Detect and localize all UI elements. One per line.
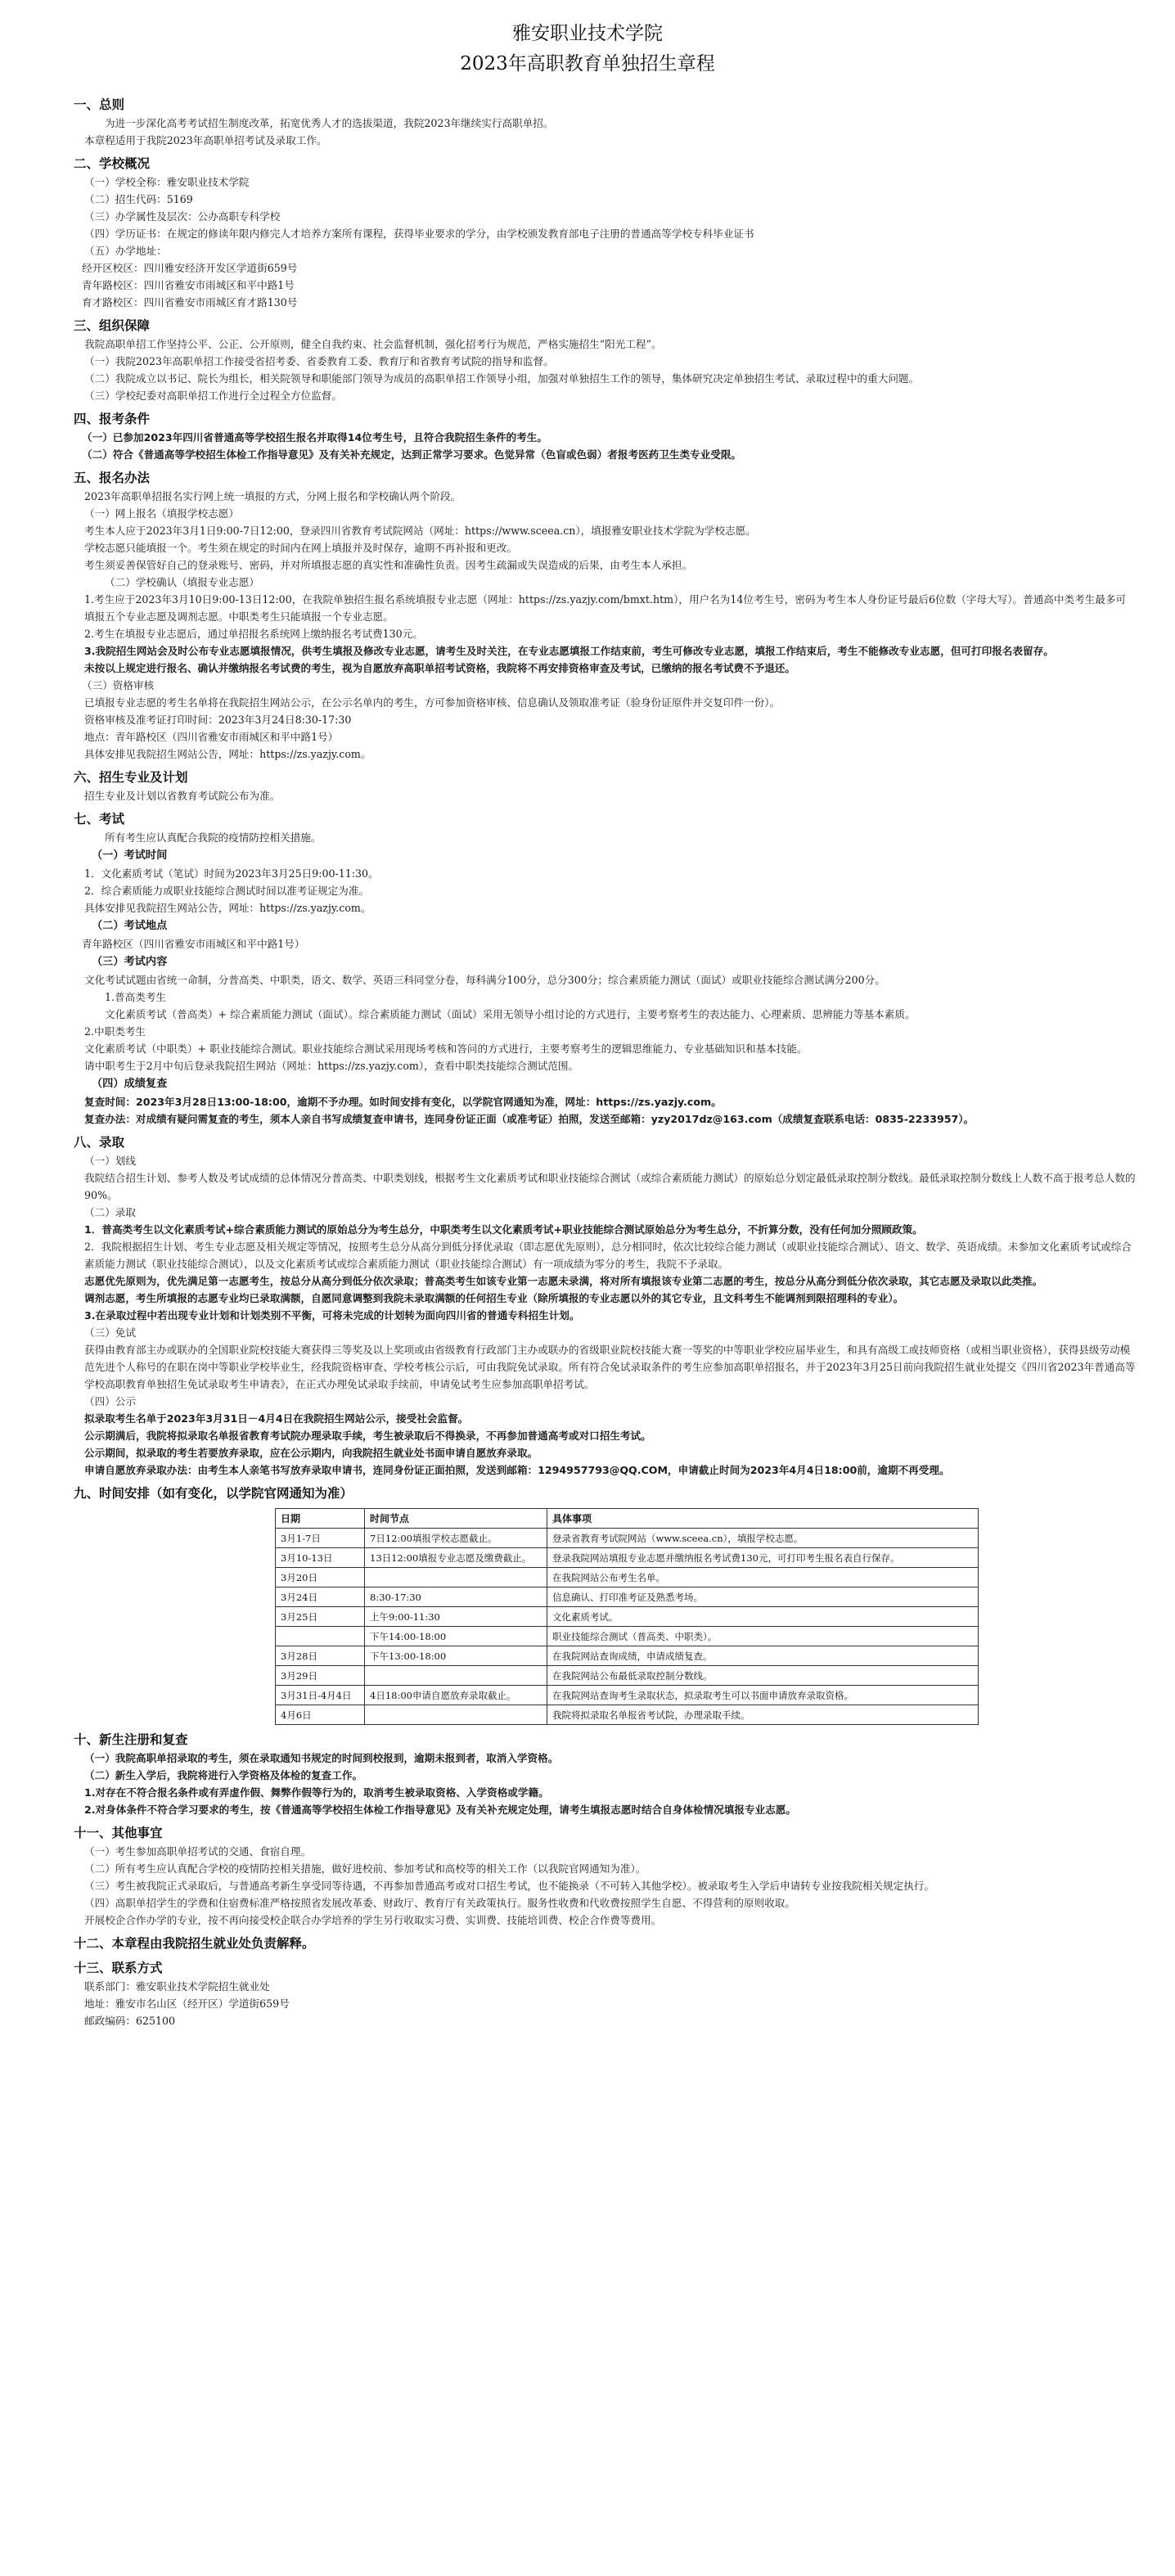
- schedule-cell: [276, 1627, 365, 1646]
- paragraph-line: （三）资格审核: [82, 679, 155, 691]
- schedule-row: [276, 1627, 979, 1646]
- schedule-cell: 8:30-17:30: [365, 1587, 547, 1607]
- schedule-cell: 3月10-13日: [276, 1548, 365, 1568]
- paragraph-line: 文化考试试题由省统一命制，分普高类、中职类，语文、数学、英语三科同堂分卷，每科满分100分，总分300分；综合素质能力测试（面试）或职业技能综合测试满分200分。: [84, 974, 885, 986]
- schedule-cell: 3月24日: [276, 1587, 365, 1607]
- schedule-cell: 文化素质考试。: [547, 1607, 979, 1627]
- paragraph-line: 本章程适用于我院2023年高职单招考试及录取工作。: [84, 134, 327, 146]
- paragraph-line: 我院结合招生计划、参考人数及考试成绩的总体情况分普高类、中职类划线，根据考生文化素质考试和职业技能综合测试（或综合素质能力测试）的原始总分划定最低录取控制分数线。最低录取控制分数线上人数不高于报考总人数的90%。: [84, 1172, 1136, 1201]
- schedule-cell: 在我院网站查询考生录取状态，拟录取考生可以书面申请放弃录取资格。: [547, 1686, 979, 1705]
- subsection-heading: （三）考试内容: [92, 956, 168, 968]
- schedule-cell: 4日18:00申请自愿放弃录取截止。: [365, 1686, 547, 1705]
- paragraph-line: 申请自愿放弃录取办法：由考生本人亲笔书写放弃录取申请书，连同身份证正面拍照，发送到邮箱：1294957793@QQ.COM，申请截止时间为2023年4月4日18:00前，逾期不再受理。: [84, 1464, 950, 1476]
- schedule-table: [275, 1508, 979, 1725]
- schedule-cell: 下午14:00-18:00: [365, 1627, 547, 1646]
- paragraph-line: 获得由教育部主办或联办的全国职业院校技能大赛获得三等奖及以上奖项或由省级教育行政部门主办或联办的省级职业院校技能大赛一等奖的中等职业学校应届毕业生，和具有高级工或技师资格（或相当职业资格），获得县级劳动模范先进个人称号的在职在岗中等职业学校毕业生，经我院资格审查、学校考核公示后，可由我院免试录取。所有符合免试录取条件的考生应参加高职单招报名，并于2023年3月25日前向我院招生就业处提交《四川省2023年普通高等学校高职教育单独招生免试录取考生申请表》，在正式办理免试录取手续前，申请免试考生应参加高职单招考试。: [84, 1344, 1136, 1390]
- schedule-cell: 在我院网站公布最低录取控制分数线。: [547, 1666, 979, 1686]
- paragraph-line: 青年路校区：四川省雅安市雨城区和平中路1号: [82, 279, 295, 291]
- sections-part-1: [39, 95, 1136, 1503]
- paragraph-line: （一）网上报名（填报学校志愿）: [84, 507, 239, 520]
- section-heading: 七、考试: [74, 812, 125, 826]
- paragraph-line: （四）高职单招学生的学费和住宿费标准严格按照省发展改革委、财政厅、教育厅有关政策执行。服务性收费和代收费按照学生自愿、不得营利的原则收取。: [84, 1897, 795, 1909]
- paragraph-line: 具体安排见我院招生网站公告，网址：https://zs.yazjy.com。: [84, 902, 371, 914]
- paragraph-line: 考生须妥善保管好自己的登录账号、密码，并对所填报志愿的真实性和准确性负责。因考生疏漏或失误造成的后果，由考生本人承担。: [84, 559, 693, 571]
- paragraph-line: 我院高职单招工作坚持公平、公正、公开原则，健全自我约束、社会监督机制，强化招考行为规范，严格实施招生“阳光工程”。: [84, 338, 662, 350]
- schedule-cell: [365, 1568, 547, 1587]
- paragraph-line: （二）录取: [84, 1206, 136, 1218]
- paragraph-line: （一）我院2023年高职单招工作接受省招考委、省委教育工委、教育厅和省教育考试院的指导和监督。: [84, 355, 554, 367]
- schedule-body: [276, 1529, 979, 1725]
- paragraph-line: 2.中职类考生: [84, 1025, 146, 1038]
- paragraph-line: 联系部门：雅安职业技术学院招生就业处: [84, 1980, 270, 1993]
- schedule-row: [276, 1568, 979, 1587]
- paragraph-line: 调剂志愿，考生所填报的志愿专业均已录取满额，自愿同意调整到我院未录取满额的任何招生专业（除所填报的专业志愿以外的其它专业，且文科考生不能调剂到限招理科的专业）。: [84, 1292, 904, 1304]
- paragraph-line: 所有考生应认真配合我院的疫情防控相关措施。: [105, 831, 322, 844]
- paragraph-line: 文化素质考试（中职类）+ 职业技能综合测试。职业技能综合测试采用现场考核和答问的方式进行，主要考察考生的逻辑思维能力、专业基础知识和基本技能。: [84, 1043, 808, 1055]
- document-subtitle: 2023年高职教育单独招生章程: [460, 53, 715, 74]
- schedule-cell: 在我院网站查询成绩，申请成绩复查。: [547, 1646, 979, 1666]
- paragraph-line: （三）学校纪委对高职单招工作进行全过程全方位监督。: [84, 390, 342, 402]
- schedule-cell: 3月20日: [276, 1568, 365, 1587]
- paragraph-line: 公示期间，拟录取的考生若要放弃录取，应在公示期内，向我院招生就业处书面申请自愿放弃录取。: [84, 1447, 538, 1459]
- paragraph-line: 3.在录取过程中若出现专业计划和计划类别不平衡，可将未完成的计划转为面向四川省的普通专科招生计划。: [84, 1309, 580, 1322]
- section-heading: 五、报名办法: [74, 471, 151, 485]
- schedule-row: [276, 1548, 979, 1568]
- schedule-cell: 在我院网站公布考生名单。: [547, 1568, 979, 1587]
- schedule-row: [276, 1705, 979, 1725]
- subsection-heading: （一）考试时间: [92, 849, 168, 862]
- schedule-cell: 3月31日-4月4日: [276, 1686, 365, 1705]
- schedule-cell: 职业技能综合测试（普高类、中职类）。: [547, 1627, 979, 1646]
- schedule-cell: [365, 1666, 547, 1686]
- schedule-cell: 登录省教育考试院网站（www.sceea.cn），填报学校志愿。: [547, 1529, 979, 1548]
- paragraph-line: 复查办法：对成绩有疑问需复查的考生，须本人亲自书写成绩复查申请书，连同身份证正面（或准考证）拍照，发送至邮箱：yzy2017dz@163.com（成绩复查联系电话：0835-2233957）。: [84, 1113, 975, 1125]
- paragraph-line: 2023年高职单招报名实行网上统一填报的方式，分网上报名和学校确认两个阶段。: [84, 490, 461, 502]
- schedule-header-cell: 时间节点: [365, 1509, 547, 1529]
- paragraph-line: （二）我院成立以书记、院长为组长，相关院领导和职能部门领导为成员的高职单招工作领导小组，加强对单独招生工作的领导，集体研究决定单独招生考试、录取过程中的重大问题。: [84, 372, 920, 385]
- paragraph-line: 志愿优先原则为，优先满足第一志愿考生，按总分从高分到低分依次录取；普高类考生如该专业第一志愿未录满，将对所有填报该专业第二志愿的考生，按总分从高分到低分依次录取，其它志愿及录取以此类推。: [84, 1275, 1043, 1287]
- schedule-cell: 3月29日: [276, 1666, 365, 1686]
- paragraph-line: 请中职考生于2月中旬后登录我院招生网站（网址：https://zs.yazjy.com），查看中职类技能综合测试范围。: [84, 1060, 579, 1072]
- schedule-row: [276, 1646, 979, 1666]
- schedule-cell: 7日12:00填报学校志愿截止。: [365, 1529, 547, 1548]
- schedule-header-cell: 日期: [276, 1509, 365, 1529]
- paragraph-line: （二）符合《普通高等学校招生体检工作指导意见》及有关补充规定，达到正常学习要求。色觉异常（色盲或色弱）者报考医药卫生类专业受限。: [82, 448, 741, 461]
- paragraph-line: 经开区校区：四川雅安经济开发区学道街659号: [82, 262, 298, 274]
- section-heading: 六、招生专业及计划: [74, 770, 188, 785]
- schedule-cell: [365, 1705, 547, 1725]
- schedule-header-row: [276, 1509, 979, 1529]
- paragraph-line: （三）考生被我院正式录取后，与普通高考新生享受同等待遇，不再参加普通高考或对口招生考试，也不能换录（不可转入其他学校）。被录取考生入学后申请转专业按我院相关规定执行。: [84, 1880, 934, 1892]
- paragraph-line: 地址：雅安市名山区（经开区）学道街659号: [84, 1997, 290, 2010]
- subsection-heading: （二）考试地点: [92, 920, 168, 932]
- schedule-cell: 信息确认、打印准考证及熟悉考场。: [547, 1587, 979, 1607]
- schedule-cell: 4月6日: [276, 1705, 365, 1725]
- schedule-row: [276, 1686, 979, 1705]
- paragraph-line: （二）新生入学后，我院将进行入学资格及体检的复查工作。: [84, 1769, 363, 1781]
- paragraph-line: （一）我院高职单招录取的考生，须在录取通知书规定的时间到校报到，逾期未报到者，取消入学资格。: [84, 1752, 559, 1764]
- schedule-row: [276, 1529, 979, 1548]
- paragraph-line: 3.我院招生网站会及时公布专业志愿填报情况，供考生填报及修改专业志愿，请考生及时关注，在专业志愿填报工作结束前，考生可修改专业志愿，填报工作结束后，考生不能修改专业志愿，但可打印报名表留存。: [84, 645, 1054, 657]
- paragraph-line: 学校志愿只能填报一个。考生须在规定的时间内在网上填报并及时保存，逾期不再补报和更改。: [84, 542, 517, 554]
- paragraph-line: （一）划线: [84, 1155, 136, 1167]
- paragraph-line: 2．综合素质能力或职业技能综合测试时间以准考证规定为准。: [84, 885, 370, 897]
- section-heading: 九、时间安排（如有变化，以学院官网通知为准）: [74, 1486, 353, 1501]
- paragraph-line: （三）办学属性及层次：公办高职专科学校: [84, 210, 281, 223]
- section-heading: 三、组织保障: [74, 318, 151, 333]
- paragraph-line: （四）公示: [84, 1395, 136, 1407]
- document: [39, 0, 1136, 2029]
- schedule-cell: 我院将拟录取名单报省考试院，办理录取手续。: [547, 1705, 979, 1725]
- paragraph-line: （四）学历证书：在规定的修读年限内修完人才培养方案所有课程，获得毕业要求的学分，由学校颁发教育部电子注册的普通高等学校专科毕业证书: [84, 227, 754, 240]
- schedule-cell: 3月25日: [276, 1607, 365, 1627]
- paragraph-line: （五）办学地址：: [84, 245, 167, 257]
- paragraph-line: （三）免试: [84, 1326, 136, 1339]
- paragraph-line: （一）考生参加高职单招考试的交通、食宿自理。: [84, 1845, 312, 1858]
- paragraph-line: 文化素质考试（普高类）+ 综合素质能力测试（面试）。综合素质能力测试（面试）采用无领导小组讨论的方式进行，主要考察考生的表达能力、心理素质、思辨能力等基本素质。: [105, 1008, 916, 1020]
- schedule-row: [276, 1607, 979, 1627]
- paragraph-line: （一）学校全称：雅安职业技术学院: [84, 176, 250, 188]
- schedule-row: [276, 1666, 979, 1686]
- paragraph-line: 青年路校区（四川省雅安市雨城区和平中路1号）: [82, 938, 305, 950]
- paragraph-line: 拟录取考生名单于2023年3月31日－4月4日在我院招生网站公示，接受社会监督。: [84, 1412, 469, 1425]
- paragraph-line: 招生专业及计划以省教育考试院公布为准。: [84, 790, 281, 802]
- paragraph-line: 1．文化素质考试（笔试）时间为2023年3月25日9:00-11:30。: [84, 867, 379, 880]
- section-heading: 十一、其他事宜: [74, 1826, 163, 1840]
- paragraph-line: 1.对存在不符合报名条件或有弄虚作假、舞弊作假等行为的，取消考生被录取资格、入学资格或学籍。: [84, 1786, 549, 1799]
- paragraph-line: 地点：青年路校区（四川省雅安市雨城区和平中路1号）: [84, 731, 339, 743]
- paragraph-line: 1.普高类考生: [105, 991, 166, 1003]
- paragraph-line: （二）招生代码：5169: [84, 193, 193, 205]
- paragraph-line: 1.考生应于2023年3月10日9:00-13日12:00，在我院单独招生报名系统填报专业志愿（网址：https://zs.yazjy.com/bmxt.htm），用户名为14位考生号，密码为考生本人身份证号最后6位数（字母大写）。普通高中类考生最多可填报五个专业志愿及调剂志愿。中职类考生只能填报一个专业志愿。: [84, 593, 1127, 623]
- paragraph-line: 公示期满后，我院将拟录取名单报省教育考试院办理录取手续，考生被录取后不得换录，不再参加普通高考或对口招生考试。: [84, 1430, 651, 1442]
- paragraph-line: （二）所有考生应认真配合学校的疫情防控相关措施，做好进校前、参加考试和高校等的相关工作（以我院官网通知为准）。: [84, 1862, 646, 1875]
- paragraph-line: 2．我院根据招生计划、考生专业志愿及相关规定等情况，按照考生总分从高分到低分择优录取（即志愿优先原则），总分相同时，依次比较综合能力测试（或职业技能综合测试）、语文、数学、英语成绩。未参加文化素质考试或综合素质能力测试（职业技能综合测试），以及文化素质考试或综合素质能力测试（职业技能综合测试）有一项成绩为零分的考生，我院不予录取。: [84, 1241, 1132, 1270]
- section-heading: 一、总则: [74, 97, 125, 112]
- schedule-cell: 上午9:00-11:30: [365, 1607, 547, 1627]
- paragraph-line: 未按以上规定进行报名、确认并缴纳报名考试费的考生，视为自愿放弃高职单招考试资格，我院将不再安排资格审查及考试，已缴纳的报名考试费不予退还。: [84, 662, 795, 674]
- schedule-header-cell: 具体事项: [547, 1509, 979, 1529]
- paragraph-line: 考生本人应于2023年3月1日9:00-7日12:00，登录四川省教育考试院网站（网址：https://www.sceea.cn），填报雅安职业技术学院为学校志愿。: [84, 525, 756, 537]
- section-heading: 十二、本章程由我院招生就业处负责解释。: [74, 1936, 315, 1951]
- paragraph-line: 具体安排见我院招生网站公告，网址：https://zs.yazjy.com。: [84, 748, 371, 760]
- paragraph-line: 开展校企合作办学的专业，按不再向接受校企联合办学培养的学生另行收取实习费、实训费、技能培训费、校企合作费等费用。: [84, 1914, 662, 1926]
- paragraph-line: （二）学校确认（填报专业志愿）: [105, 576, 259, 588]
- paragraph-line: 邮政编码：625100: [84, 2015, 176, 2027]
- paragraph-line: 2.考生在填报专业志愿后，通过单招报名系统网上缴纳报名考试费130元。: [84, 628, 423, 640]
- section-heading: 十、新生注册和复查: [74, 1732, 188, 1747]
- section-heading: 十三、联系方式: [74, 1961, 163, 1975]
- schedule-cell: 3月28日: [276, 1646, 365, 1666]
- paragraph-line: 已填报专业志愿的考生名单将在我院招生网站公示，在公示名单内的考生，方可参加资格审核、信息确认及领取准考证（验身份证原件并交复印件一份）。: [84, 696, 781, 709]
- schedule-cell: 登录我院网站填报专业志愿并缴纳报名考试费130元，可打印考生报名表自行保存。: [547, 1548, 979, 1568]
- document-title: 雅安职业技术学院: [512, 23, 663, 44]
- paragraph-line: （一）已参加2023年四川省普通高等学校招生报名并取得14位考生号，且符合我院招生条件的考生。: [82, 431, 547, 444]
- paragraph-line: 育才路校区：四川省雅安市雨城区育才路130号: [82, 296, 298, 308]
- paragraph-line: 1．普高类考生以文化素质考试+综合素质能力测试的原始总分为考生总分，中职类考生以文化素质考试+职业技能综合测试原始总分为考生总分，不折算分数，没有任何加分照顾政策。: [84, 1223, 923, 1236]
- subsection-heading: （四）成绩复查: [92, 1078, 168, 1090]
- paragraph-line: 为进一步深化高考考试招生制度改革，拓宽优秀人才的选拔渠道，我院2023年继续实行高职单招。: [105, 117, 554, 129]
- section-heading: 八、录取: [74, 1135, 125, 1150]
- schedule-row: [276, 1587, 979, 1607]
- paragraph-line: 2.对身体条件不符合学习要求的考生，按《普通高等学校招生体检工作指导意见》及有关补充规定处理，请考生填报志愿时结合自身体检情况填报专业志愿。: [84, 1804, 796, 1816]
- section-heading: 二、学校概况: [74, 156, 151, 171]
- schedule-cell: 13日12:00填报专业志愿及缴费截止。: [365, 1548, 547, 1568]
- section-heading: 四、报考条件: [74, 412, 151, 426]
- paragraph-line: 复查时间：2023年3月28日13:00-18:00，逾期不予办理。如时间安排有变化，以学院官网通知为准，网址：https://zs.yazjy.com。: [84, 1096, 722, 1108]
- sections-part-2: [39, 1730, 1136, 2029]
- schedule-cell: 3月1-7日: [276, 1529, 365, 1548]
- schedule-cell: 下午13:00-18:00: [365, 1646, 547, 1666]
- paragraph-line: 资格审核及准考证打印时间：2023年3月24日8:30-17:30: [84, 714, 352, 726]
